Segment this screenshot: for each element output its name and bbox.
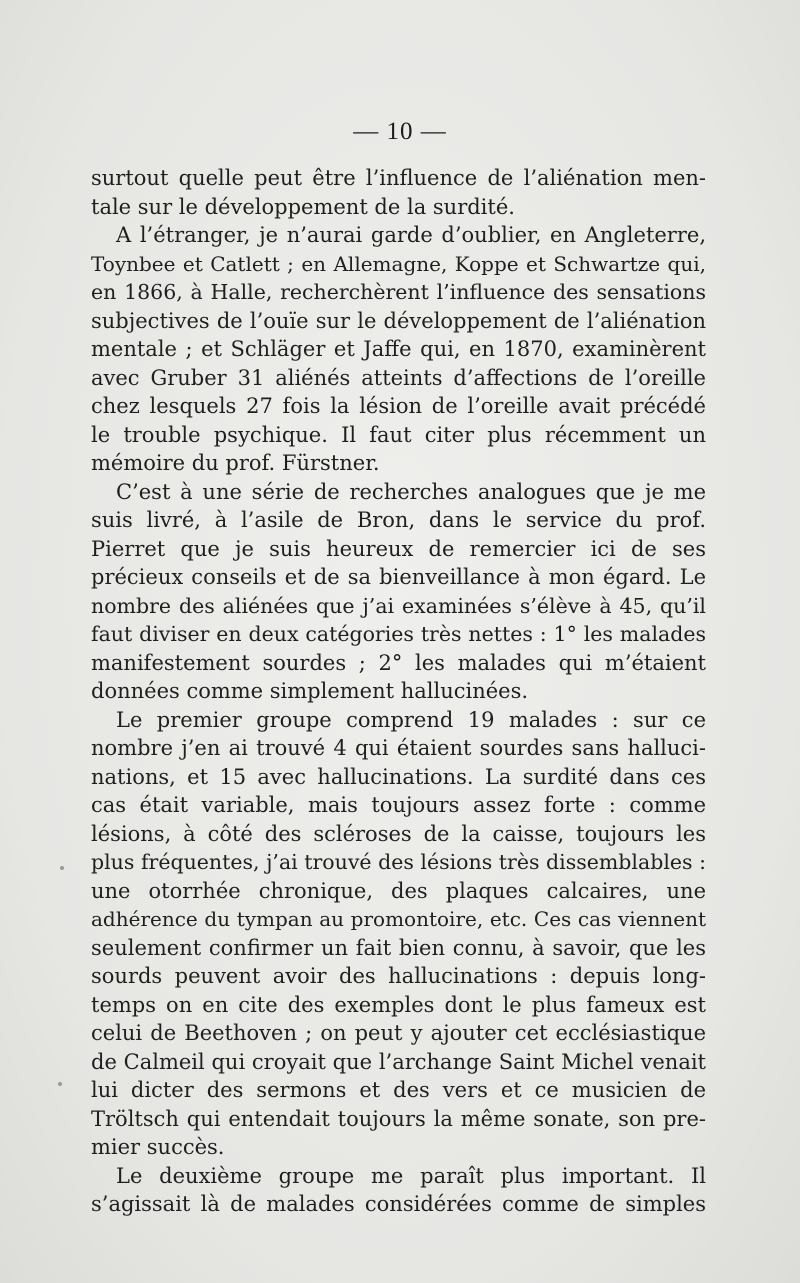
text-line: C’est à une série de recherches analogues que je me: [116, 479, 706, 504]
paper-speck: [60, 866, 64, 870]
text-line: sourds peuvent avoir des hallucinations : depuis long-: [91, 964, 706, 988]
text-line: nombre j’en ai trouvé 4 qui étaient sourdes sans halluci-: [91, 736, 706, 760]
text-line: Le premier groupe comprend 19 malades : sur ce: [116, 707, 706, 732]
text-line: plus fréquentes, j’ai trouvé des lésions très dissemblables :: [91, 850, 706, 874]
text-line: précieux conseils et de sa bienveillance à mon égard. Le: [91, 565, 706, 589]
text-line: Pierret que je suis heureux de remercier ici de ses: [91, 536, 706, 561]
text-line: Tröltsch qui entendait toujours la même sonate, son pre-: [91, 1106, 706, 1131]
text-line: surtout quelle peut être l’influence de l’aliénation men-: [91, 166, 706, 190]
text-line: une otorrhée chronique, des plaques calcaires, une: [91, 878, 706, 903]
text-line: adhérence du tympan au promontoire, etc. Ces cas viennent: [91, 907, 706, 931]
text-line: lui dicter des sermons et des vers et ce musicien de: [91, 1078, 706, 1102]
text-line: mentale ; et Schläger et Jaffe qui, en 1870, examinèrent: [91, 337, 706, 361]
text-line: A l’étranger, je n’aurai garde d’oublier, en Angleterre,: [116, 223, 706, 247]
text-line: données comme simplement hallucinées.: [91, 679, 529, 703]
text-line: en 1866, à Halle, recherchèrent l’influence des sensations: [91, 280, 706, 304]
text-line: seulement confirmer un fait bien connu, à savoir, que les: [91, 935, 706, 960]
text-line: tale sur le développement de la surdité.: [91, 194, 515, 219]
text-line: s’agissait là de malades considérées comme de simples: [91, 1192, 706, 1216]
text-line: temps on en cite des exemples dont le plus fameux est: [91, 992, 706, 1017]
text-line: Le deuxième groupe me paraît plus important. Il: [116, 1163, 706, 1188]
text-line: Toynbee et Catlett ; en Allemagne, Koppe et Schwartze qui,: [91, 251, 706, 276]
page-number: — 10 —: [353, 118, 447, 145]
text-line: cas était variable, mais toujours assez forte : comme: [91, 793, 706, 817]
text-line: de Calmeil qui croyait que l’archange Saint Michel venait: [91, 1049, 706, 1074]
text-line: faut diviser en deux catégories très nettes : 1° les malades: [91, 622, 706, 646]
text-line: mier succès.: [91, 1135, 225, 1159]
text-line: celui de Beethoven ; on peut y ajouter cet ecclésiastique: [91, 1021, 706, 1045]
body-text: [91, 164, 706, 1219]
text-line: suis livré, à l’asile de Bron, dans le service du prof.: [91, 508, 706, 532]
text-line: nombre des aliénées que j’ai examinées s’élève à 45, qu’il: [91, 593, 706, 618]
text-line: manifestement sourdes ; 2° les malades qui m’étaient: [91, 650, 706, 675]
text-line: le trouble psychique. Il faut citer plus récemment un: [91, 422, 706, 447]
text-line: subjectives de l’ouïe sur le développement de l’aliénation: [91, 308, 706, 333]
paper-speck: [58, 1082, 62, 1086]
text-line: mémoire du prof. Fürstner.: [91, 451, 380, 475]
text-line: chez lesquels 27 fois la lésion de l’oreille avait précédé: [91, 394, 706, 418]
text-line: avec Gruber 31 aliénés atteints d’affections de l’oreille: [91, 365, 706, 390]
text-line: lésions, à côté des scléroses de la caisse, toujours les: [91, 821, 706, 846]
text-line: nations, et 15 avec hallucinations. La surdité dans ces: [91, 764, 706, 789]
